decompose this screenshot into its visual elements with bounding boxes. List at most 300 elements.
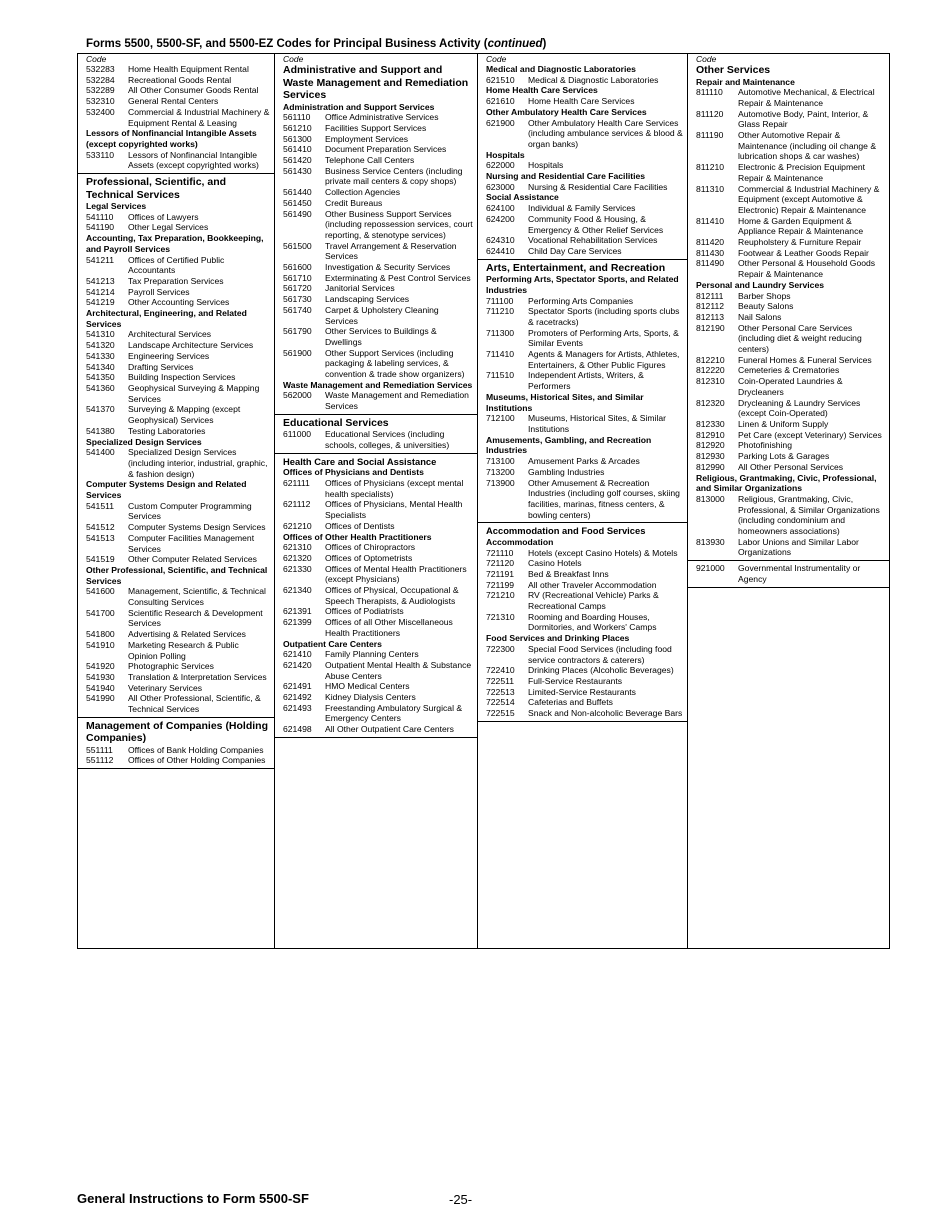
activity-code: 812220 [696,365,725,376]
activity-code: 624200 [486,213,515,224]
code-entry [283,681,473,692]
activity-description: General Rental Centers [128,96,219,107]
activity-description: Other Ambulatory Health Care Services (including ambulance services & blood & organ banks) [528,117,683,149]
activity-description: Drycleaning & Laundry Services (except Coin-Operated) [738,397,861,419]
activity-code: 561490 [283,208,312,219]
activity-code: 812112 [696,301,725,312]
activity-description: Offices of Optometrists [325,552,413,563]
section [78,718,274,769]
activity-code: 811120 [696,108,724,119]
activity-code: 541213 [86,275,115,286]
activity-description: Offices of Lawyers [128,211,199,222]
activity-code: 561710 [283,272,312,283]
subsection-title: Personal and Laundry Services [696,279,825,290]
activity-code: 812210 [696,354,725,365]
activity-description: Office Administrative Services [325,112,439,123]
activity-description: Waste Management and Remediation Services [325,390,469,412]
code-entry [86,297,270,308]
activity-description: Linen & Uniform Supply [738,419,829,429]
code-entry [283,155,473,166]
activity-description: Amusement Parks & Arcades [528,456,640,467]
code-entry [86,661,270,672]
activity-code: 713200 [486,466,515,477]
subsection-title: Other Ambulatory Health Care Services [486,106,647,117]
activity-description: Other Services to Buildings & Dwellings [325,326,437,347]
activity-code: 541211 [86,254,115,265]
activity-description: Medical & Diagnostic Laboratories [528,74,659,85]
activity-code: 621310 [283,542,312,553]
code-entry [283,144,473,155]
code-entry [486,235,683,246]
activity-code: 713900 [486,477,515,488]
activity-description: Automotive Body, Paint, Interior, & Glass Repair [738,108,869,130]
code-entry [486,296,683,307]
activity-code: 541990 [86,693,115,704]
activity-code: 551112 [86,755,114,766]
activity-description: Travel Arrangement & Reservation Services [325,240,457,262]
section-title: Management of Companies (Holding Companies) [86,719,269,745]
code-entry [486,580,683,591]
activity-description: Investigation & Security Services [325,262,451,273]
page-title: Forms 5500, 5500-SF, and 5500-EZ Codes for Principal Business Activity (continued) [86,38,547,50]
activity-description: Other Computer Related Services [128,554,257,565]
subsection-title: Museums, Historical Sites, and Similar Institutions [486,391,644,413]
activity-description: Automotive Mechanical, & Electrical Repair & Maintenance [738,87,875,108]
code-entry [283,564,473,585]
code-entry [486,676,683,687]
activity-code: 541110 [86,211,114,222]
subsection-title: Hospitals [486,149,525,160]
activity-description: Full-Service Restaurants [528,675,623,686]
activity-code: 624410 [486,245,515,256]
code-entry [486,160,683,171]
code-entry [86,107,270,128]
code-entry [86,222,270,233]
codes-column-1 [78,54,275,948]
activity-description: Home Health Care Services [528,96,635,107]
activity-description: Nursing & Residential Care Facilities [528,181,668,192]
activity-code: 711100 [486,295,514,306]
activity-description: Community Food & Housing, & Emergency & Other Relief Services [528,213,664,235]
activity-code: 621391 [283,606,312,617]
activity-code: 541190 [86,222,115,233]
code-entry [696,184,885,216]
code-entry [696,494,885,537]
code-entry [283,649,473,660]
code-entry [696,376,885,397]
activity-code: 561420 [283,155,312,166]
code-column-header: Code [486,54,507,64]
code-entry [696,430,885,441]
section [478,260,687,524]
code-entry [283,390,473,411]
activity-code: 621491 [283,681,312,692]
activity-code: 811420 [696,237,725,248]
activity-description: Photofinishing [738,440,792,451]
activity-description: Beauty Salons [738,301,794,312]
section-title: Arts, Entertainment, and Recreation [486,261,666,274]
activity-code: 722514 [486,697,515,708]
code-entry [86,64,270,75]
activity-code: 541400 [86,447,115,458]
activity-description: Translation & Interpretation Services [128,671,267,682]
section-title: Administrative and Support and Waste Management and Remediation Services [283,64,469,101]
code-entry [283,617,473,638]
code-entry [486,478,683,521]
code-entry [486,214,683,235]
code-entry [696,109,885,130]
activity-code: 532283 [86,64,115,74]
activity-description: Other Support Services (including packaging & labeling services, & convention & trade show organizers) [325,347,465,380]
activity-code: 722511 [486,675,515,686]
activity-description: Kidney Dialysis Centers [325,692,416,703]
activity-code: 621420 [283,659,312,670]
activity-description: Computer Facilities Management Services [128,532,255,554]
activity-description: Exterminating & Pest Control Services [325,272,471,283]
code-entry [86,287,270,298]
code-entry [486,118,683,150]
activity-description: Tax Preparation Services [128,275,224,286]
activity-description: Lessors of Nonfinancial Intangible Assets (except copyrighted works) [128,149,259,171]
code-entry [696,563,885,584]
subsection-title: Offices of Other Health Practitioners [283,531,432,542]
code-entry [486,456,683,467]
code-entry [283,585,473,606]
activity-code: 541219 [86,297,115,308]
activity-code: 621410 [283,649,312,660]
section [688,561,889,587]
code-entry [283,692,473,703]
code-entry [283,112,473,123]
activity-code: 811210 [696,162,725,173]
activity-description: Offices of Chiropractors [325,542,416,553]
subsection-title: Lessors of Nonfinancial Intangible Assets (except copyrighted works) [86,128,257,149]
activity-code: 561720 [283,283,312,294]
code-entry [86,150,270,171]
code-entry [283,273,473,284]
activity-code: 711300 [486,327,515,338]
activity-description: RV (Recreational Vehicle) Parks & Recreational Camps [528,590,659,612]
subsection-title: Home Health Care Services [486,85,598,96]
code-column-header: Code [86,54,107,64]
activity-code: 541330 [86,350,115,361]
activity-code: 621330 [283,563,312,574]
activity-code: 621112 [283,499,311,510]
activity-code: 532284 [86,74,115,85]
activity-code: 811310 [696,183,725,194]
activity-description: Commercial & Industrial Machinery & Equipment Rental & Leasing [128,106,270,128]
activity-description: Offices of Physical, Occupational & Speech Therapists, & Audiologists [325,585,459,606]
activity-code: 711210 [486,306,515,317]
activity-code: 561790 [283,326,312,337]
activity-code: 541600 [86,586,115,597]
activity-description: Offices of Certified Public Accountants [128,254,225,276]
code-entry [86,522,270,533]
activity-code: 561900 [283,347,312,358]
code-entry [86,693,270,714]
code-entry [86,85,270,96]
activity-description: Hospitals [528,160,564,171]
activity-code: 811110 [696,87,723,98]
activity-description: Architectural Services [128,329,212,340]
code-entry [486,96,683,107]
code-entry [696,312,885,323]
code-entry [86,672,270,683]
activity-description: HMO Medical Centers [325,681,410,692]
activity-description: Agents & Managers for Artists, Athletes, Entertainers, & Other Public Figures [528,349,680,370]
activity-code: 812990 [696,461,725,472]
section [275,64,477,415]
activity-description: Child Day Care Services [528,245,622,256]
activity-description: Computer Systems Design Services [128,522,266,533]
activity-description: Advertising & Related Services [128,629,246,640]
code-entry [283,209,473,241]
activity-description: Custom Computer Programming Services [128,500,252,522]
activity-code: 721310 [486,611,515,622]
section-title: Health Care and Social Assistance [283,455,437,467]
code-entry [283,606,473,617]
code-entry [86,372,270,383]
code-entry [283,198,473,209]
activity-description: Bed & Breakfast Inns [528,568,609,579]
activity-description: Special Food Services (including food service contractors & caterers) [528,643,672,665]
activity-description: Freestanding Ambulatory Surgical & Emergency Centers [325,702,463,724]
activity-description: Document Preparation Services [325,144,447,155]
activity-code: 624310 [486,235,515,246]
subsection-title: Waste Management and Remediation Services [283,379,473,390]
activity-description: Offices of Podiatrists [325,606,404,617]
activity-code: 541214 [86,286,115,297]
code-entry [283,499,473,520]
code-entry [486,644,683,665]
code-entry [283,326,473,347]
activity-description: Other Automotive Repair & Maintenance (including oil change & lubrication shops & car washes) [738,130,877,162]
code-entry [486,182,683,193]
activity-code: 562000 [283,390,312,401]
activity-description: Museums, Historical Sites, & Similar Institutions [528,413,667,434]
activity-description: Promoters of Performing Arts, Sports, & Similar Events [528,327,679,349]
activity-code: 541310 [86,329,115,340]
section [275,454,477,738]
activity-code: 541920 [86,661,115,672]
activity-description: Drafting Services [128,361,194,372]
code-entry [486,569,683,580]
code-entry [86,212,270,223]
activity-code: 561300 [283,133,312,144]
code-entry [283,348,473,380]
activity-code: 713100 [486,456,515,467]
activity-code: 541350 [86,372,115,383]
code-entry [86,362,270,373]
code-entry [283,521,473,532]
section-title: Accommodation and Food Services [486,525,646,537]
activity-code: 541910 [86,639,115,650]
activity-description: Casino Hotels [528,558,582,569]
activity-description: Specialized Design Services (including interior, industrial, graphic, & fashion design) [128,447,268,479]
code-entry [283,262,473,273]
activity-description: Offices of Other Holding Companies [128,755,266,766]
code-entry [696,248,885,259]
code-entry [283,478,473,499]
code-entry [696,355,885,366]
code-entry [696,130,885,162]
activity-description: Reupholstery & Furniture Repair [738,237,862,248]
activity-description: All Other Personal Services [738,461,844,472]
activity-description: Veterinary Services [128,682,203,693]
activity-description: Spectator Sports (including sports clubs & racetracks) [528,306,680,327]
activity-code: 722410 [486,665,515,676]
code-entry [486,612,683,633]
activity-description: Offices of Dentists [325,520,395,531]
activity-description: Other Legal Services [128,222,209,233]
activity-description: Offices of all Other Miscellaneous Health Practitioners [325,617,453,638]
activity-code: 561600 [283,262,312,273]
code-entry [696,258,885,279]
activity-description: Limited-Service Restaurants [528,686,636,697]
section [275,415,477,454]
activity-code: 541930 [86,671,115,682]
code-entry [486,687,683,698]
code-entry [86,96,270,107]
code-entry [86,755,270,766]
footer-page-number: -25- [449,1192,473,1207]
code-entry [283,283,473,294]
activity-description: All Other Outpatient Care Centers [325,724,454,735]
code-entry [86,340,270,351]
section-title: Professional, Scientific, and Technical Services [86,176,227,201]
activity-code: 561410 [283,144,312,155]
activity-description: Cafeterias and Buffets [528,697,613,708]
activity-description: Janitorial Services [325,283,395,294]
activity-code: 621210 [283,520,312,531]
code-entry [486,697,683,708]
activity-code: 622000 [486,160,515,171]
subsection-title: Social Assistance [486,192,559,203]
subsection-title: Outpatient Care Centers [283,638,382,649]
activity-description: Geophysical Surveying & Mapping Services [128,382,260,404]
activity-description: Payroll Services [128,286,190,297]
activity-description: Business Service Centers (including private mail centers & copy shops) [325,165,463,187]
code-entry [86,404,270,425]
activity-description: Funeral Homes & Funeral Services [738,354,872,365]
activity-code: 712100 [486,413,515,424]
code-entry [86,608,270,629]
activity-code: 561730 [283,294,312,305]
code-entry [283,305,473,326]
activity-description: All other Traveler Accommodation [528,579,657,590]
section [478,523,687,721]
activity-description: Commercial & Industrial Machinery & Equipment (except Automotive & Electronic) Repair & Maintenance [738,183,880,215]
code-entry [486,306,683,327]
activity-code: 812113 [696,311,725,322]
code-entry [696,462,885,473]
activity-description: Labor Unions and Similar Labor Organizations [738,536,859,558]
activity-code: 621498 [283,724,312,735]
code-entry [283,429,473,450]
activity-code: 721210 [486,590,515,601]
activity-code: 561740 [283,304,312,315]
activity-description: Photographic Services [128,661,214,672]
code-entry [86,745,270,756]
activity-code: 722515 [486,708,515,719]
codes-column-4 [688,54,889,948]
activity-code: 621510 [486,74,515,85]
activity-description: Management, Scientific, & Technical Consulting Services [128,586,266,608]
code-entry [283,294,473,305]
activity-description: Educational Services (including schools, colleges, & universities) [325,429,450,451]
code-entry [486,413,683,434]
code-entry [283,703,473,724]
activity-description: Home Health Equipment Rental [128,64,249,74]
activity-code: 541340 [86,361,115,372]
activity-description: Other Accounting Services [128,297,230,308]
code-entry [283,187,473,198]
activity-description: Offices of Mental Health Practitioners (except Physicians) [325,563,467,585]
activity-description: Religious, Grantmaking, Civic, Professional, & Similar Organizations (including condominium and homeowners associations) [738,493,880,537]
activity-description: Scientific Research & Development Services [128,607,263,629]
subsection-title: Specialized Design Services [86,436,202,447]
activity-description: Credit Bureaus [325,197,383,208]
subsection-title: Computer Systems Design and Related Services [86,479,247,501]
activity-description: Vocational Rehabilitation Services [528,235,658,246]
code-entry [696,291,885,302]
activity-code: 721191 [486,568,515,579]
activity-code: 812190 [696,322,725,333]
code-entry [696,216,885,237]
code-entry [696,323,885,355]
activity-description: Recreational Goods Rental [128,74,232,85]
code-entry [486,548,683,559]
code-entry [696,87,885,108]
activity-code: 721120 [486,558,515,569]
activity-code: 551111 [86,744,113,755]
activity-code: 722300 [486,643,515,654]
activity-description: Rooming and Boarding Houses, Dormitories, and Workers' Camps [528,611,657,633]
code-entry [696,440,885,451]
code-entry [696,301,885,312]
code-entry [283,542,473,553]
code-entry [283,724,473,735]
activity-code: 541513 [86,532,115,543]
activity-description: Offices of Physicians (except mental health specialists) [325,478,464,499]
activity-code: 811430 [696,247,725,258]
activity-code: 921000 [696,563,725,574]
activity-description: Collection Agencies [325,187,401,198]
code-entry [486,75,683,86]
activity-description: All Other Professional, Scientific, & Technical Services [128,693,261,715]
activity-code: 561110 [283,112,311,123]
activity-code: 541512 [86,522,115,533]
code-entry [86,276,270,287]
activity-code: 541320 [86,340,115,351]
activity-description: Facilities Support Services [325,122,427,133]
activity-description: Landscape Architecture Services [128,340,254,351]
activity-description: Individual & Family Services [528,203,636,214]
activity-description: Independent Artists, Writers, & Performers [528,370,644,392]
activity-description: Building Inspection Services [128,372,236,383]
activity-code: 812310 [696,376,725,387]
subsection-title: Religious, Grantmaking, Civic, Professional, and Similar Organizations [696,472,877,494]
activity-description: Marketing Research & Public Opinion Polling [128,639,239,661]
activity-description: Outpatient Mental Health & Substance Abuse Centers [325,659,472,681]
activity-description: Hotels (except Casino Hotels) & Motels [528,547,678,558]
activity-description: Family Planning Centers [325,649,419,660]
activity-code: 621492 [283,692,312,703]
activity-code: 812920 [696,440,725,451]
activity-description: Governmental Instrumentality or Agency [738,563,861,584]
activity-code: 533110 [86,149,115,160]
activity-description: Drinking Places (Alcoholic Beverages) [528,665,674,676]
